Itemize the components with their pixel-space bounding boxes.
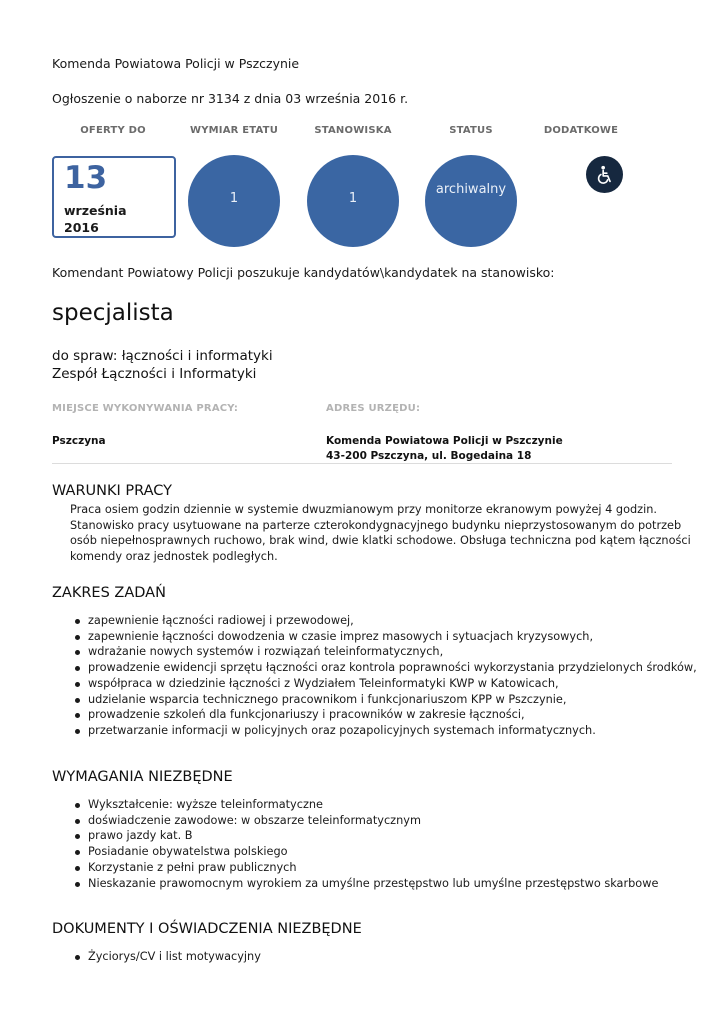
list-item: Wykształcenie: wyższe teleinformatyczne [72,797,658,813]
fte-value: 1 [229,191,239,206]
conditions-heading: WARUNKI PRACY [52,483,173,499]
list-item: doświadczenie zawodowe: w obszarze teleinformatycznym [72,813,658,829]
deadline-month-year [64,202,127,236]
office-address-label: ADRES URZĘDU: [326,403,421,414]
requirements-list [72,797,658,891]
work-place-label: MIEJSCE WYKONYWANIA PRACY: [52,403,239,414]
announcement-title: Ogłoszenie o naborze nr 3134 z dnia 03 września 2016 r. [52,91,409,106]
conditions-line: Praca osiem godzin dziennie w systemie dwuzmianowym przy monitorze ekranowym powyżej 4 godzin. [70,503,657,516]
fte-label: WYMIAR ETATU [189,125,279,136]
divider [52,463,672,464]
list-item: prawo jazdy kat. B [72,828,658,844]
list-item: prowadzenie ewidencji sprzętu łączności oraz kontrola poprawności wykorzystania przydzielonych środków, [72,660,697,676]
list-item: Korzystanie z pełni praw publicznych [72,860,658,876]
deadline-label: OFERTY DO [80,125,146,136]
status-value: archiwalny [435,182,507,197]
list-item: Posiadanie obywatelstwa polskiego [72,844,658,860]
conditions-line: osób niepełnosprawnych ruchowo, brak wind, dwie klatki schodowe. Obsługa techniczna pod kątem łączności [70,534,691,548]
wheelchair-accessibility-icon [586,156,623,193]
documents-heading: DOKUMENTY I OŚWIADCZENIA NIEZBĘDNE [52,921,362,937]
intro-text: Komendant Powiatowy Policji poszukuje kandydatów\kandydatek na stanowisko: [52,265,555,280]
list-item: wdrażanie nowych systemów i rozwiązań teleinformatycznych, [72,644,697,660]
fte-circle [188,155,280,247]
positions-value: 1 [348,191,358,206]
requirements-heading: WYMAGANIA NIEZBĘDNE [52,769,233,785]
list-item: Życiorys/CV i list motywacyjny [72,949,261,965]
office-name: Komenda Powiatowa Policji w Pszczynie [52,56,300,71]
duties-heading: ZAKRES ZADAŃ [52,585,166,601]
positions-label: STANOWISKA [314,125,392,136]
work-place-value: Pszczyna [52,435,106,447]
conditions-text [70,502,691,565]
list-item: udzielanie wsparcia technicznego pracownikom i funkcjonariuszom KPP w Pszczynie, [72,692,697,708]
office-address-line1: Komenda Powiatowa Policji w Pszczynie [326,435,563,447]
wheelchair-glyph [594,164,616,186]
conditions-line: komendy oraz jednostek podległych. [70,550,278,564]
list-item: przetwarzanie informacji w policyjnych oraz pozapolicyjnych systemach informatycznych. [72,723,697,739]
positions-circle [307,155,399,247]
status-label: STATUS [449,125,493,136]
duties-list [72,613,697,739]
list-item: zapewnienie łączności dowodzenia w czasie imprez masowych i sytuacjach kryzysowych, [72,629,697,645]
office-address-line2: 43-200 Pszczyna, ul. Bogedaina 18 [326,450,532,462]
deadline-day: 13 [64,160,108,196]
deadline-month: września [64,203,127,218]
deadline-date-box [52,156,176,238]
conditions-line: Stanowisko pracy usytuowane na parterze czterokondygnacyjnego budynku nieprzystosowanym do potrzeb [70,518,682,532]
office-address-value [326,434,563,464]
list-item: zapewnienie łączności radiowej i przewodowej, [72,613,697,629]
list-item: Nieskazanie prawomocnym wyrokiem za umyślne przestępstwo lub umyślne przestępstwo skarbowe [72,876,658,892]
extras-label: DODATKOWE [543,125,619,136]
deadline-year: 2016 [64,220,99,235]
position-unit: Zespół Łączności i Informatyki [52,366,257,382]
documents-list [72,949,261,965]
list-item: prowadzenie szkoleń dla funkcjonariuszy i pracowników w zakresie łączności, [72,707,697,723]
position-title: specjalista [52,300,174,326]
list-item: współpraca w dziedzinie łączności z Wydziałem Teleinformatyki KWP w Katowicach, [72,676,697,692]
position-scope: do spraw: łączności i informatyki [52,348,273,364]
status-circle [425,155,517,247]
